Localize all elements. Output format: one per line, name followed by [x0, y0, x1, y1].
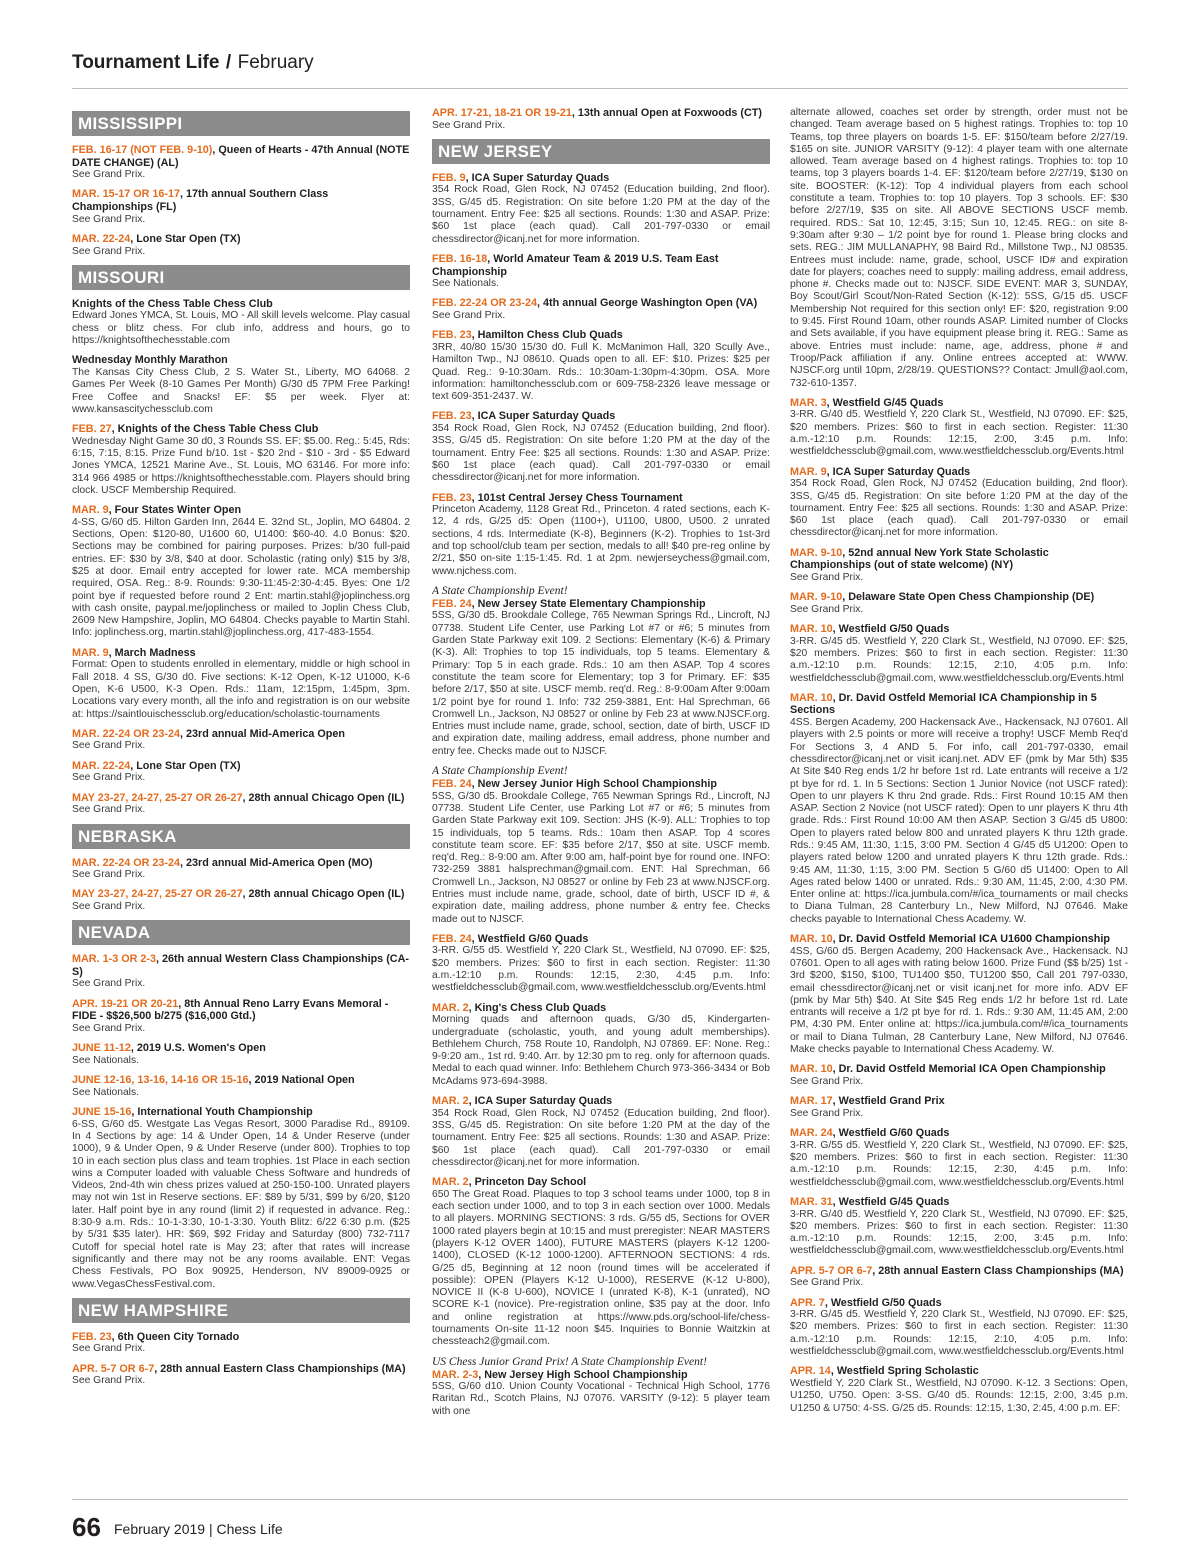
state-heading [72, 1298, 410, 1323]
event-date: FEB. 24 [432, 932, 472, 945]
event-details: See Grand Prix. [72, 869, 146, 881]
event-date: MAR. 24 [790, 1127, 833, 1140]
page-header [72, 52, 1128, 89]
event-details: See Grand Prix. [72, 213, 146, 225]
event-details: Morning quads and afternoon quads, G/30 d5, Kindergarten-undergraduate (scholastic, youth, and young adult memberships). Bethlehem Church, 758 Route 10, Randolph, NJ 07869. EF: None. Reg.: 9-9:20 am., 1st rd. 9:40. Arr. by 12:30 pm to reg. only for afternoon quads. Medal to each quad winner. Info: Bethlehem Church 973-366-3434 or Bob McAdams 973-694-3988. [432, 1014, 770, 1087]
event-name: 23rd annual Mid-America Open (MO) [186, 856, 373, 869]
event-date: MAR. 2 [432, 1001, 469, 1014]
column-1 [72, 107, 410, 1489]
event-highlight: US Chess Junior Grand Prix! A State Championship Event! [432, 1355, 707, 1368]
event-date: FEB. 16-17 (NOT FEB. 9-10) [72, 144, 213, 156]
event-date: MAR. 2 [432, 1176, 469, 1189]
event-listing [432, 765, 770, 926]
section-title: Tournament Life [72, 52, 220, 73]
event-listing [72, 504, 410, 640]
event-date: FEB. 23 [432, 491, 472, 504]
event-name: Knights of the Chess Table Chess Club [72, 297, 273, 310]
event-date: APR. 19-21 OR 20-21 [72, 997, 179, 1010]
event-date: MAR. 22-24 [72, 232, 131, 245]
event-date: APR. 5-7 OR 6-7 [790, 1264, 873, 1277]
event-title: JUNE 11-12, 2019 U.S. Women's Open [72, 1042, 266, 1055]
event-listing [72, 792, 410, 817]
event-title: FEB. 27, Knights of the Chess Table Chess Club [72, 423, 319, 436]
event-listing [432, 410, 770, 484]
event-title: MAR. 3, Westfield G/45 Quads [790, 396, 944, 409]
event-details: Princeton Academy, 1128 Great Rd., Princeton. 4 rated sections, each K-12, 4 rds, G/25 d5: Open (1100+), U1100, U800, U500. 2 unrated sections, 4 rds. Intermediate (K-8), Beginners (K-2). Trophies to 1st-3rd and top school/club team per section, medals to all! $40 pre-reg online by 2/21, $50 on-site 1:15-1:45. Rd. 1 at 2pm. newjerseychess@gmail.com, www.njchess.com. [432, 504, 770, 577]
event-title: APR. 5-7 OR 6-7, 28th annual Eastern Class Championships (MA) [790, 1264, 1124, 1277]
event-listing [72, 998, 410, 1035]
event-details: See Grand Prix. [72, 772, 146, 784]
column-3 [790, 107, 1128, 1489]
event-details: See Grand Prix. [72, 1343, 146, 1355]
event-listing [432, 107, 770, 132]
event-name: World Amateur Team & 2019 U.S. Team East Championship [432, 252, 719, 278]
event-name: 6th Queen City Tornado [117, 1330, 240, 1343]
event-date: MAR. 10 [790, 623, 833, 636]
event-title: MAR. 22-24, Lone Star Open (TX) [72, 232, 241, 245]
event-name: Queen of Hearts - 47th Annual (NOTE DATE CHANGE) (AL) [72, 144, 410, 169]
event-listing [790, 397, 1128, 459]
event-title: MAR. 24, Westfield G/60 Quads [790, 1127, 950, 1140]
event-details: 4SS, G/60 d5. Bergen Academy, 200 Hackensack Ave., Hackensack. NJ 07601. Open to all ages with rating below 1600. Prize Fund ($$ b/25) 1st - 3rd $200, $150, $100, TU1400 $50, TU1200 $50, Call 201 797-0330, email chessdirector@icanj.net or visit icanj.net for more info. ADV EF (pmk by Mar 5th) $40. At Site $45 Reg ends 1/2 hr before 1st rd. Late entrants will receive a 1/2 pt bye for rd. 1. Rds.: 9:30 AM, 11:45 AM, 2:00 PM, 4:30 PM. Enter online at: https://ica.jumbula.com/#/ica_tournaments or mail to Diana Tulman, 28 Canterbury Lane, New Milford, NJ 07646. Make checks payable to International Chess Academy. W. [790, 945, 1128, 1056]
state-name: MISSISSIPPI [78, 114, 183, 133]
event-name: Lone Star Open (TX) [136, 232, 241, 245]
event-details: See Grand Prix. [72, 978, 146, 990]
event-name: King's Chess Club Quads [474, 1001, 607, 1014]
event-details: 3-RR. G/45 d5. Westfield Y, 220 Clark St., Westfield, NJ 07090. EF: $25, $20 members. Prizes: $60 to first in each section. Register: 11:30 a.m.-12:10 p.m. Rounds: 12:15, 2:10, 4:05 p.m. Info: westfieldchessclub@gmail.com, www.westfieldchessclub.org/Events.html [790, 635, 1128, 684]
event-title: FEB. 23, Hamilton Chess Club Quads [432, 329, 623, 342]
state-heading [432, 139, 770, 164]
event-details: See Grand Prix. [72, 740, 146, 752]
state-name: NEW HAMPSHIRE [78, 1300, 229, 1320]
event-details: See Nationals. [432, 278, 499, 290]
event-name: Westfield G/45 Quads [832, 396, 944, 409]
event-title: MAR. 9-10, Delaware State Open Chess Championship (DE) [790, 591, 1095, 604]
event-name: Knights of the Chess Table Chess Club [117, 423, 319, 436]
event-details: See Grand Prix. [72, 1375, 146, 1387]
state-name: NEVADA [78, 923, 151, 943]
event-listing [72, 953, 410, 990]
event-name: March Madness [114, 646, 196, 659]
event-listing [432, 329, 770, 403]
event-listing [432, 172, 770, 246]
event-name: Westfield G/60 Quads [477, 932, 589, 945]
event-date: MAR. 22-24 OR 23-24 [72, 727, 181, 740]
event-listing [790, 692, 1128, 926]
event-listing [790, 466, 1128, 540]
event-listing [72, 1074, 410, 1099]
event-details: 5SS, G/60 d10. Union County Vocational - Technical High School, 1776 Raritan Rd., Scotch Plains, NJ 07076. VARSITY (9-12): 5 player team with one [432, 1381, 770, 1417]
event-listing [72, 1106, 410, 1291]
event-listing [72, 857, 410, 882]
state-name: NEBRASKA [78, 826, 177, 846]
header-month: February [237, 52, 314, 73]
event-date: FEB. 23 [72, 1330, 112, 1343]
event-title: MAR. 2, King's Chess Club Quads [432, 1001, 607, 1014]
event-date: MAR. 9 [72, 646, 109, 659]
event-details: See Grand Prix. [72, 1022, 146, 1034]
event-details: 3-RR. G/45 d5. Westfield Y, 220 Clark St., Westfield, NJ 07090. EF: $25, $20 members. Prizes: $60 to first in each section. Register: 11:30 a.m.-12:10 p.m. Rounds: 12:15, 2:10, 4:05 p.m. Info: westfieldchessclub@gmail.com, www.westfieldchessclub.org/Events.html [790, 1309, 1128, 1358]
event-name: ICA Super Saturday Quads [471, 171, 610, 184]
event-name: 26th annual Western Class Championships (CA-S) [72, 953, 409, 978]
event-listing [72, 423, 410, 497]
event-date: MAR. 9-10 [790, 546, 843, 559]
event-details: Wednesday Night Game 30 d0, 3 Rounds SS. EF: $5.00. Reg.: 5:45, Rds: 6:15, 7:15, 8:15. Prize Fund b/10. 1st - $20 2nd - $10 - 3rd - $5 Edward Jones YMCA, 12521 Marine Ave., St. Louis, MO 63146. For more info: 314 966 4985 or https://knightsofthechesstable.com. Players should bring clock. USCF Membership Required. [72, 435, 410, 496]
state-name: MISSOURI [78, 267, 165, 287]
event-date: JUNE 15-16 [72, 1106, 132, 1119]
event-date: APR. 17-21, 18-21 OR 19-21 [432, 107, 572, 119]
event-listing [790, 547, 1128, 584]
event-date: MAR. 9 [790, 465, 827, 478]
event-listing [432, 585, 770, 758]
event-listing [72, 1331, 410, 1356]
event-date: APR. 5-7 OR 6-7 [72, 1362, 155, 1375]
event-listing [432, 1002, 770, 1088]
event-listing [72, 728, 410, 753]
state-heading [72, 265, 410, 290]
event-listing [72, 233, 410, 258]
event-title: MAR. 17, Westfield Grand Prix [790, 1095, 945, 1108]
event-title: MAR. 22-24 OR 23-24, 23rd annual Mid-America Open (MO) [72, 856, 373, 869]
event-details: 3-RR. G/40 d5. Westfield Y, 220 Clark St., Westfield, NJ 07090. EF: $25, $20 members. Prizes: $60 to first in each section. Register: 11:30 a.m.-12:10 p.m. Rounds: 12:15, 2:00, 3:45 p.m. Info: westfieldchessclub@gmail.com, www.westfieldchessclub.org/Events.html [790, 409, 1128, 458]
event-name: 101st Central Jersey Chess Tournament [477, 491, 683, 504]
event-name: 4th annual George Washington Open (VA) [543, 297, 758, 310]
event-details: 3-RR. G/55 d5. Westfield Y, 220 Clark St., Westfield, NJ 07090. EF: $25, $20 members. Prizes: $60 to first in each section. Register: 11:30 a.m.-12:10 p.m. Rounds: 12:15, 2:30, 4:45 p.m. Info: westfieldchessclub@gmail.com, www.westfieldchessclub.org/Events.html [432, 945, 770, 994]
event-listing [432, 1356, 770, 1418]
event-details: 354 Rock Road, Glen Rock, NJ 07452 (Education building, 2nd floor). 3SS, G/45 d5. Registration: On site before 1:20 PM at the day of the tournament. Entry Fee: $25 all sections. Rounds: 1:30 and ASAP. Prize: $60 1st place (each quad). Call 201-797-0330 or email chessdirector@icanj.net for more information. [432, 423, 770, 484]
event-title: FEB. 24, New Jersey State Elementary Championship [432, 597, 706, 610]
event-details: The Kansas City Chess Club, 2 S. Water St., Liberty, MO 64068. 2 Games Per Week (8-10 Games Per Month) G/30 d5 7PM Free Parking! Free Coffee and Snacks! EF: $5 per week. Flyer at: www.kansascitychessclub.com [72, 366, 410, 415]
event-details: See Grand Prix. [72, 245, 146, 257]
event-date: MAR. 31 [790, 1195, 833, 1208]
event-name: New Jersey High School Championship [484, 1368, 688, 1381]
event-listing [72, 647, 410, 721]
state-heading [72, 920, 410, 945]
event-name: Lone Star Open (TX) [136, 759, 241, 772]
event-date: MAR. 17 [790, 1095, 833, 1108]
event-name: Westfield G/50 Quads [830, 1296, 942, 1309]
event-listing [790, 1365, 1128, 1414]
event-details: See Nationals. [72, 1086, 139, 1098]
event-name: International Youth Championship [137, 1106, 313, 1119]
event-name: Westfield G/45 Quads [838, 1195, 950, 1208]
event-name: Hamilton Chess Club Quads [477, 329, 623, 342]
event-name: New Jersey State Elementary Championship [477, 597, 706, 610]
event-title: APR. 5-7 OR 6-7, 28th annual Eastern Class Championships (MA) [72, 1362, 406, 1375]
event-name: Westfield G/60 Quads [838, 1127, 950, 1140]
page-number: 66 [72, 1512, 101, 1542]
event-name: 23rd annual Mid-America Open [186, 727, 346, 740]
column-2 [432, 107, 770, 1489]
event-date: MAY 23-27, 24-27, 25-27 OR 26-27 [72, 791, 243, 804]
event-highlight: A State Championship Event! [432, 765, 568, 778]
event-name: 28th annual Chicago Open (IL) [248, 791, 405, 804]
event-name: Dr. David Ostfeld Memorial ICA Championship in 5 Sections [790, 691, 1097, 717]
event-date: MAR. 9-10 [790, 591, 843, 604]
event-listing [790, 1265, 1128, 1290]
event-title: MAR. 9-10, 52nd annual New York State Scholastic Championships (out of state welcome) (NY) [790, 546, 1049, 572]
event-name: 8th Annual Reno Larry Evans Memoral - FIDE - $$26,500 b/275 ($16,000 Gtd.) [72, 997, 389, 1023]
event-details: 3RR, 40/80 15/30 15/30 d0. Full K. McManimon Hall, 320 Scully Ave., Hamilton Twp., NJ 08610. Quads open to all. EF: $10. Prizes: $25 per Quad. Reg.: 9-10:30am. Rds.: 10:30am-1:30pm-4:30pm. OSA. More information: hamiltonchessclub.com or 609-758-2326 leave message or text 609-351-2437. W. [432, 341, 770, 403]
event-title: MAR. 2, Princeton Day School [432, 1176, 587, 1189]
event-title: MAR. 15-17 OR 16-17, 17th annual Southern Class Championships (FL) [72, 188, 329, 214]
event-listing [432, 492, 770, 578]
event-details: Edward Jones YMCA, St. Louis, MO - All skill levels welcome. Play casual chess or blitz chess. For club info, address and hours, go to https://knightsofthechesstable.com [72, 310, 410, 347]
event-date: APR. 14 [790, 1365, 831, 1378]
event-name: New Jersey Junior High School Championship [477, 778, 717, 791]
event-title: MAR. 31, Westfield G/45 Quads [790, 1195, 950, 1208]
event-listing [72, 888, 410, 913]
event-title: FEB. 9, ICA Super Saturday Quads [432, 171, 610, 184]
event-name: Dr. David Ostfeld Memorial ICA Open Championship [838, 1063, 1106, 1076]
event-details: See Grand Prix. [72, 901, 146, 912]
event-details: 354 Rock Road, Glen Rock, NJ 07452 (Education building, 2nd floor). 3SS, G/45 d5. Registration: On site before 1:20 PM at the day of the tournament. Entry Fee: $25 all sections. Rounds: 1:30 and ASAP. Prize: $60 1st place (each quad). Call 201-797-0330 or email chessdirector@icanj.net for more information. [432, 1107, 770, 1168]
event-name: Westfield Grand Prix [838, 1095, 945, 1108]
event-title: FEB. 23, ICA Super Saturday Quads [432, 410, 616, 423]
header-slash: / [225, 52, 232, 73]
event-title: MAR. 2-3, New Jersey High School Championship [432, 1368, 688, 1381]
event-details: See Grand Prix. [72, 804, 146, 816]
event-listing [432, 1176, 770, 1348]
event-title: MAR. 22-24 OR 23-24, 23rd annual Mid-America Open [72, 727, 346, 740]
event-listing [790, 623, 1128, 685]
event-title: MAY 23-27, 24-27, 25-27 OR 26-27, 28th annual Chicago Open (IL) [72, 888, 405, 901]
event-date: APR. 7 [790, 1296, 825, 1309]
event-title: APR. 7, Westfield G/50 Quads [790, 1296, 942, 1309]
event-date: MAR. 3 [790, 396, 827, 409]
event-name: 13th annual Open at Foxwoods (CT) [577, 107, 762, 119]
event-date: FEB. 24 [432, 778, 472, 791]
event-details: 5SS, G/30 d5. Brookdale College, 765 Newman Springs Rd., Lincroft, NJ 07738. Student Life Center, use Parking Lot #7 or #6; 5 minutes from Garden State Parkway exit 109. Section: JHS (K-9). ALL: Trophies to top 15 individuals, top 5 teams. Rds.: 10am then ASAP. Top 4 scores constitute team score. EF: $35 before 2/17, $50 at site. USCF memb. req'd. Reg.: 8-9:00 am. After 9:00 am, half-point bye for round one. INFO: 732-259 3881 halsprechman@gmail.com. ENT: Hal Sprechman, 66 Cromwell Ln., Jackson, NJ 08527 or online by Feb 23 at www.NJSCF.org. Entries must include name, grade, school, date of birth, USCF ID #, & expiration date, mailing address, phone number & entry fee. Checks made out to NJSCF. [432, 790, 770, 925]
event-date: MAR. 1-3 OR 2-3 [72, 953, 156, 966]
state-name: NEW JERSEY [438, 141, 553, 161]
event-listing [432, 297, 770, 322]
event-details: Westfield Y, 220 Clark St., Westfield, NJ 07090. K-12. 3 Sections: Open, U1250, U750. Open: 3-SS. G/40 d5. Rounds: 12:15, 2:00, 3:45 p.m. U1250 & U750: 4-SS. G/25 d5. Rounds: 12:15, 1:30, 2:45, 4:00 p.m. EF: [790, 1377, 1128, 1414]
event-name: 2019 National Open [254, 1074, 355, 1087]
event-details: 354 Rock Road, Glen Rock, NJ 07452 (Education building, 2nd floor). 3SS, G/45 d5. Registration: On site before 1:20 PM at the day of the tournament. Entry Fee: $25 all sections. Rounds: 1:30 and ASAP. Prize: $60 1st place (each quad). Call 201-797-0330 or email chessdirector@icanj.net for more information. [432, 184, 770, 245]
event-title: JUNE 15-16, International Youth Championship [72, 1106, 313, 1119]
state-heading [72, 111, 410, 136]
event-name: Westfield Spring Scholastic [836, 1365, 979, 1378]
event-name: Delaware State Open Chess Championship (DE) [848, 591, 1095, 604]
event-details: See Grand Prix. [432, 119, 506, 131]
event-title [72, 298, 410, 311]
event-details: See Grand Prix. [790, 603, 864, 615]
event-title [72, 354, 410, 367]
event-name: 2019 U.S. Women's Open [136, 1042, 266, 1055]
event-listing [790, 1127, 1128, 1189]
event-date: MAR. 22-24 OR 23-24 [72, 856, 181, 869]
event-details: 3-RR. G/55 d5. Westfield Y, 220 Clark St., Westfield, NJ 07090. EF: $25, $20 members. Prizes: $60 to first in each section. Register: 11:30 a.m.-12:10 p.m. Rounds: 12:15, 2:30, 4:45 p.m. Info: westfieldchessclub@gmail.com, www.westfieldchessclub.org/Events.html [790, 1139, 1128, 1188]
event-title: MAR. 9, March Madness [72, 646, 196, 659]
event-details: See Grand Prix. [790, 1075, 864, 1087]
event-listing [72, 354, 410, 416]
event-date: FEB. 27 [72, 423, 112, 436]
event-name: Wednesday Monthly Marathon [72, 354, 228, 367]
event-date: MAR. 2 [432, 1095, 469, 1108]
event-listing [432, 253, 770, 290]
event-title: MAR. 1-3 OR 2-3, 26th annual Western Class Championships (CA-S) [72, 953, 409, 978]
event-details: See Grand Prix. [72, 169, 146, 181]
event-listing [790, 591, 1128, 616]
event-listing [72, 144, 410, 181]
event-listing [790, 1063, 1128, 1088]
event-title: MAR. 10, Westfield G/50 Quads [790, 623, 950, 636]
event-details: See Nationals. [72, 1054, 139, 1066]
event-title: MAR. 10, Dr. David Ostfeld Memorial ICA Championship in 5 Sections [790, 691, 1097, 717]
event-details: 6-SS, G/60 d5. Westgate Las Vegas Resort, 3000 Paradise Rd., 89109. In 4 Sections by age: 14 & Under Open, 14 & Under Reserve (under 1000), 9 & Under Open, 9 & Under Reserve (under 800). Trophies to top 10 in each section plus class and team trophies. 1st Place in each section wins a Computer loaded with valuable Chess Software and hundreds of Videos, 2nd-4th win chess prizes valued at 250-150-100. Unrated players may not win 1st in Reserve sections. EF: $89 by 5/31, $99 by 6/20, $120 later. Half point bye in any round (limit 2) if requested in advance. Reg.: 8:30-9 a.m. Rds.: 10-1-3:30, 10-1-3:30. Youth Blitz: 6/22 6:30 p.m. ($25 by 5/31 $35 later). HR: $69, $92 Friday and Saturday (800) 732-7117 Cutoff for special hotel rate is May 23; after that rates will increase significantly and there may not be any rooms available. ENT: Vegas Chess Festivals, PO Box 90925, Henderson, NV 89009-0925 or www.VegasChessFestival.com. [72, 1118, 410, 1290]
page-footer [72, 1499, 1128, 1540]
event-title: MAR. 10, Dr. David Ostfeld Memorial ICA U1600 Championship [790, 933, 1110, 946]
event-name: Four States Winter Open [114, 504, 242, 517]
event-listing [790, 107, 1128, 390]
event-title: APR. 17-21, 18-21 OR 19-21, 13th annual Open at Foxwoods (CT) [432, 107, 762, 119]
event-name: ICA Super Saturday Quads [832, 465, 971, 478]
event-date: FEB. 22-24 OR 23-24 [432, 297, 538, 310]
event-listing [72, 188, 410, 225]
event-name: ICA Super Saturday Quads [477, 410, 616, 423]
event-listing [72, 1363, 410, 1388]
event-title: FEB. 24, New Jersey Junior High School Championship [432, 778, 717, 791]
event-listing [72, 1042, 410, 1067]
event-listing [790, 1196, 1128, 1258]
event-name: Dr. David Ostfeld Memorial ICA U1600 Championship [838, 933, 1110, 946]
event-details: 4-SS, G/60 d5. Hilton Garden Inn, 2644 E. 32nd St., Joplin, MO 64804. 2 Sections, Open: $120-80, U1600 60, U1400: $60-40. 4.0 Bonus: $20. Sections may be combined for pairing purposes. Prizes: b/30 full-paid entries. EF: $30 by 3/8, $40 at door. Scholastic (rating only) $15 by 3/8, $25 at door. Email entry accepted for lower rate. MCA membership required, OSA. Reg.: 8-9. Rounds: 9:30-11:45-2:30-4:45. Byes: One 1/2 point bye if requested before round 2 Ent: martin.stahl@joplinchess.org with cash onsite, paypal.me/joplinchess or mailed to Joplin Chess Club, 2609 New Hampshire, Joplin, MO 64804. Checks payable to Martin Stahl. Info: joplinchess.org, martin.stahl@joplinchess.org, 417-483-1554. [72, 516, 410, 639]
event-details: Format: Open to students enrolled in elementary, middle or high school in Fall 2018. 4 SS, G/30 d0. Five sections: K-12 Open, K-12 U1000, K-6 Open, K-6 U500, K-3 Open. Rds.: 11am, 12:15pm, 1:45pm, 3pm. Locations vary every month, all the info and registration is on our website at: https://saintlouischessclub.org/education/scholastic-tournaments [72, 659, 410, 720]
event-listing [790, 1297, 1128, 1359]
event-date: MAR. 22-24 [72, 759, 131, 772]
event-title: JUNE 12-16, 13-16, 14-16 OR 15-16, 2019 National Open [72, 1074, 355, 1087]
event-details: See Grand Prix. [790, 1107, 864, 1119]
event-listing [790, 1095, 1128, 1120]
event-date: FEB. 24 [432, 597, 472, 610]
event-title: FEB. 23, 6th Queen City Tornado [72, 1330, 240, 1343]
event-name: 52nd annual New York State Scholastic Championships (out of state welcome) (NY) [790, 546, 1049, 572]
event-details: 4SS. Bergen Academy, 200 Hackensack Ave., Hackensack, NJ 07601. All players with 2.5 points or more will receive a trophy! USCF Memb Req'd For Sections 3, 4 AND 5. For info, call 201-797-0330, email chessdirector@icanj.net or visit icanj.net. ADV EF (pmk by Mar 5th) $35 At Site $40 Reg ends 1/2 hr before 1st rd. Late entrants will receive a 1/2 pt bye for rd. 1. In 5 Sections: Section 1 Junior Novice (not USCF rated): Open to unr players K thru 2nd grade. Rds.: First Round 10:15 AM then ASAP. Section 2 Novice (not USCF rated): Open to unr players K thru 4th grade. Rds.: First Round 10:00 AM then ASAP. Section 3 G/45 d5 U800: Open to players rated below 800 and unrated players K thru 12th grade. Rds.: 9:45 AM, 11:30, 1:15, 3:00 PM. Section 4 G/45 d5 U1200: Open to players rated below 1200 and unrated players K thru 12th grade. Rds.: 9:45 AM, 11:30, 1:15, 3:00 PM. Section 5 G/60 d5 U1400: Open to All Ages rated below 1400 or unrated. Rds.: 9:30 AM, 11:45, 2:00, 4:30 PM. Enter online at: https://ica.jumbula.com/#/ica_tournaments or mail checks to Diana Tulman, 28 Canterbury Ln., New Milford, NJ 07646. Make checks payable to International Chess Academy. W. [790, 717, 1128, 925]
event-listing [432, 1095, 770, 1169]
event-details: 354 Rock Road, Glen Rock, NJ 07452 (Education building, 2nd floor). 3SS, G/45 d5. Registration: On site before 1:20 PM at the day of the tournament. Entry Fee: $25 all sections. Rounds: 1:30 and ASAP. Prize: $60 1st place (each quad). Call 201-797-0330 or email chessdirector@icanj.net for more information. [790, 478, 1128, 539]
event-details: See Grand Prix. [432, 310, 506, 322]
event-title: FEB. 22-24 OR 23-24, 4th annual George Washington Open (VA) [432, 297, 758, 310]
event-date: JUNE 12-16, 13-16, 14-16 OR 15-16 [72, 1074, 249, 1087]
event-details: 5SS, G/30 d5. Brookdale College, 765 Newman Springs Rd., Lincroft, NJ 07738. Student Life Center, use Parking Lot #7 or #6; 5 minutes from Garden State Parkway exit 109. 2 Sections: Elementary (K-6) & Primary (K-3). All: Trophies to top 15 individuals, top 5 teams. Elementary & Primary: Top 5 in each grade. Rds.: 10 am then ASAP. Top 4 scores constitute the team score for Elementary; top 3 for Primary. EF: $35 before 2/17, $50 at site. USCF memb. req'd. Reg.: 8-9:00am After 9:00am 1/2 point bye for round 1. Info: 732 259-3881, Ent: Hal Sprechman, 66 Cromwell Ln., Jackson, NJ 08527 or online by Feb 23 at www.NJSCF.org. Entries must include name, grade, school, section, date of birth, USCF ID and expiration date, mailing address, email address, phone number and entry fee. Checks made out to NJSCF. [432, 610, 770, 757]
state-heading [72, 824, 410, 849]
event-title: MAY 23-27, 24-27, 25-27 OR 26-27, 28th annual Chicago Open (IL) [72, 791, 405, 804]
event-title: FEB. 16-18, World Amateur Team & 2019 U.S. Team East Championship [432, 252, 719, 278]
event-date: FEB. 16-18 [432, 252, 488, 265]
event-title: FEB. 16-17 (NOT FEB. 9-10), Queen of Hearts - 47th Annual (NOTE DATE CHANGE) (AL) [72, 144, 410, 169]
event-date: FEB. 23 [432, 410, 472, 423]
event-date: MAR. 2-3 [432, 1368, 479, 1381]
footer-text: February 2019 | Chess Life [114, 1521, 283, 1537]
event-highlight: A State Championship Event! [432, 584, 568, 597]
event-name: 28th annual Eastern Class Championships (MA) [160, 1362, 406, 1375]
event-details: alternate allowed, coaches set order by strength, order must not be changed. Team average based on 5 highest ratings. Trophies to: top 10 Teams, top three players on boards 1-5. EF: $150/team before 2/27/19. $165 on site. JUNIOR VARSITY (9-12): 4 player team with one alternate allowed. Team average based on 4 highest ratings. Trophies to: top 10 teams, top 3 players boards 1-4. EF: $120/team before 2/27/19, $130 on site. BOOSTER: (K-12): Top 4 individual players from each school constitute a team. Trophies to: top 10 players. Top 3 schools. EF: $30 before 2/27/19, $35 on site. All ABOVE SECTIONS USCF memb. required. RDS.: Sat 10, 12:45, 3:15; Sun 10, 12:45. REG.: on site 8-9:30am after 9:30 – 1/2 point bye for round 1. Please bring clocks and sets. REG.: JIM MULLANAPHY, 98 Baird Rd., Millstone Twp., NJ 08535. Entrees must include: name, grade, school, USCF ID# and expiration date for players; coaches need to supply: mailing address, email address, phone #. Checks made out to: NJSCF. SIDE EVENT: MAR 3, SUNDAY, Boy Scout/Girl Scout/Non-Rated Section (K-12): 5SS, G/15 d5. USCF Membership Not required for this section only! EF: $20, registration 9:00 to 9:45. First Round 10am, other rounds ASAP. Limited number of Clocks and Sets available, if you have equipment please bring it. REG.: Same as above. Entries must include: name, age, address, phone # and Troop/Pack affiliation if any. Online entrees accepted at: WWW. NJSCF.org until 10pm, 2/28/19. QUESTIONS?? Contact: Jmull@aol.com, 732-610-1357. [790, 107, 1128, 389]
event-name: 28th annual Eastern Class Championships (MA) [878, 1264, 1124, 1277]
event-date: MAR. 9 [72, 504, 109, 517]
event-details: 650 The Great Road. Plaques to top 3 school teams under 1000, top 8 in each section under 1000, and to top 3 in each section over 1000. Medals to all players. MORNING SECTIONS: 3 rds. G/55 d5, Sections for OVER 1000 rated players begin at 10:15 and must preregister: NEAR MASTERS (players K-12 OVER 1400), FUTURE MASTERS (players K-12 1200- 1400), CLOSED (K-12 1000-1200). AFTERNOON SECTIONS: 4 rds. G/25 d5, Beginning at 12 noon (round times will be accelerated if possible): OPEN (Players K-12 U-1000), RESERVE (K-12 U-800), NOVICE II (K-8 U-600), NOVICE I (unrated K-8), K-1 (unrated), NO SCORE K-1 (novice). Pre-registration online, $35 pay at the door. Info and online registration at https://www.pds.org/school-life/chess-tournaments On-site 11-12 noon $45. Inquiries to Bonnie Waitzkin at chessteach2@gmail.com. [432, 1188, 770, 1348]
event-date: MAR. 10 [790, 1063, 833, 1076]
event-name: Princeton Day School [474, 1176, 587, 1189]
event-title: FEB. 24, Westfield G/60 Quads [432, 932, 589, 945]
event-name: Westfield G/50 Quads [838, 623, 950, 636]
event-title: APR. 19-21 OR 20-21, 8th Annual Reno Larry Evans Memoral - FIDE - $$26,500 b/275 ($16,000 Gtd.) [72, 997, 389, 1023]
event-name: ICA Super Saturday Quads [474, 1095, 613, 1108]
event-listing [790, 933, 1128, 1056]
event-title: MAR. 9, ICA Super Saturday Quads [790, 465, 971, 478]
event-title: MAR. 10, Dr. David Ostfeld Memorial ICA Open Championship [790, 1063, 1106, 1076]
event-date: MAR. 15-17 OR 16-17 [72, 188, 181, 201]
event-date: FEB. 9 [432, 171, 466, 184]
event-title: APR. 14, Westfield Spring Scholastic [790, 1365, 979, 1378]
event-title: FEB. 23, 101st Central Jersey Chess Tournament [432, 491, 683, 504]
event-name: 28th annual Chicago Open (IL) [248, 888, 405, 901]
event-title: MAR. 9, Four States Winter Open [72, 504, 242, 517]
event-date: JUNE 11-12 [72, 1042, 131, 1055]
event-title: MAR. 2, ICA Super Saturday Quads [432, 1095, 613, 1108]
event-listing [72, 760, 410, 785]
event-name: 17th annual Southern Class Championships (FL) [72, 188, 329, 214]
event-title: MAR. 22-24, Lone Star Open (TX) [72, 759, 241, 772]
event-date: MAR. 10 [790, 933, 833, 946]
event-details: See Grand Prix. [790, 571, 864, 583]
event-date: FEB. 23 [432, 329, 472, 342]
event-listing [432, 933, 770, 995]
event-date: MAY 23-27, 24-27, 25-27 OR 26-27 [72, 888, 243, 901]
event-listing [72, 298, 410, 347]
event-details: See Grand Prix. [790, 1277, 864, 1289]
event-details: 3-RR. G/40 d5. Westfield Y, 220 Clark St., Westfield, NJ 07090. EF: $25, $20 members. Prizes: $60 to first in each section. Register: 11:30 a.m.-12:10 p.m. Rounds: 12:15, 2:00, 3:45 p.m. Info: westfieldchessclub@gmail.com, www.westfieldchessclub.org/Events.html [790, 1208, 1128, 1257]
event-date: MAR. 10 [790, 691, 833, 704]
